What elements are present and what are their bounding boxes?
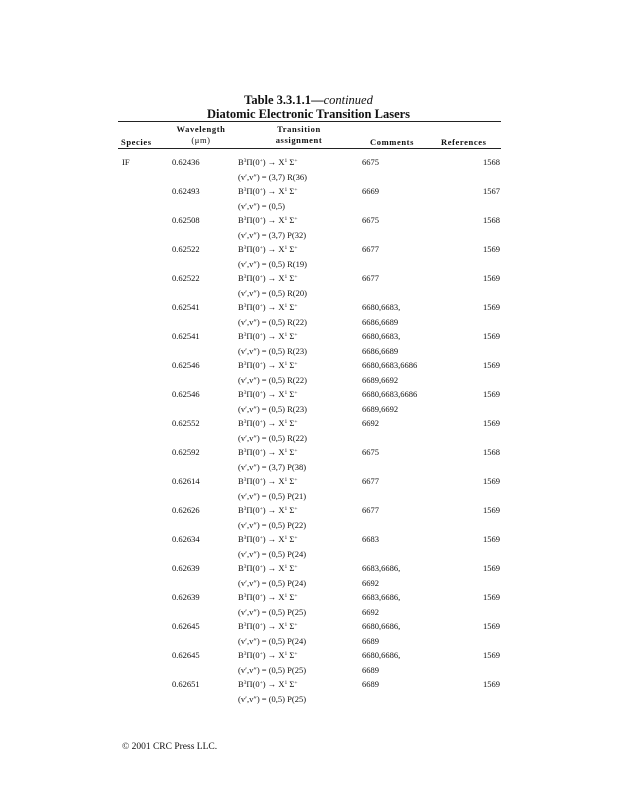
transition-lower-parity: + bbox=[294, 361, 298, 367]
comments-cell: 6680,6683,6686 bbox=[362, 389, 418, 399]
wavelength-cell: 0.62436 bbox=[172, 157, 200, 167]
transition-upper-state: B bbox=[238, 157, 244, 167]
branch-cell: (v′,v″) = (0,5) P(24) bbox=[238, 549, 307, 559]
comments-cell: 6677 bbox=[362, 244, 379, 254]
transition-upper-state: B bbox=[238, 215, 244, 225]
comments-cell-continued: 6689,6692 bbox=[362, 404, 399, 414]
transition-lower-term: Σ bbox=[287, 215, 295, 225]
transition-multiplicity: 3 bbox=[243, 361, 247, 367]
comments-cell: 6680,6686, bbox=[362, 650, 401, 660]
branch-cell: (v′,v″) = (0,5) R(23) bbox=[238, 346, 307, 356]
reference-cell: 1569 bbox=[483, 273, 500, 283]
transition-lower-parity: + bbox=[294, 535, 298, 541]
wavelength-cell: 0.62552 bbox=[172, 418, 200, 428]
transition-parity: + bbox=[259, 187, 263, 193]
table-title bbox=[0, 93, 617, 107]
col-header-wavelength-line2: (μm) bbox=[191, 135, 211, 145]
transition-term: Π(0 bbox=[246, 360, 260, 370]
transition-upper-state: B bbox=[238, 476, 244, 486]
col-header-wavelength-line1: Wavelength bbox=[176, 124, 226, 134]
transition-lower-parity: + bbox=[294, 477, 298, 483]
transition-upper-state: B bbox=[238, 650, 244, 660]
transition-lower-term: Σ bbox=[287, 331, 295, 341]
transition-cell bbox=[238, 331, 297, 342]
reference-cell: 1569 bbox=[483, 389, 500, 399]
transition-upper-state: B bbox=[238, 331, 244, 341]
transition-multiplicity: 3 bbox=[243, 216, 247, 222]
comments-cell: 6683,6686, bbox=[362, 563, 401, 573]
comments-cell-continued: 6689 bbox=[362, 665, 379, 675]
transition-cell bbox=[238, 505, 297, 516]
transition-lower-term: Σ bbox=[287, 447, 295, 457]
col-header-transition-line1: Transition bbox=[277, 124, 321, 134]
transition-lower-parity: + bbox=[294, 680, 298, 686]
transition-parity: + bbox=[259, 477, 263, 483]
transition-arrow: ) → X bbox=[262, 389, 285, 399]
transition-lower-parity: + bbox=[294, 448, 298, 454]
transition-term: Π(0 bbox=[246, 505, 260, 515]
transition-parity: + bbox=[259, 216, 263, 222]
transition-lower-parity: + bbox=[294, 506, 298, 512]
branch-cell: (v′,v″) = (3,7) P(32) bbox=[238, 230, 307, 240]
table-number: Table 3.3.1.1 bbox=[244, 93, 312, 107]
transition-upper-state: B bbox=[238, 679, 244, 689]
branch-cell: (v′,v″) = (0,5) R(23) bbox=[238, 404, 307, 414]
transition-arrow: ) → X bbox=[262, 621, 285, 631]
comments-cell-continued: 6686,6689 bbox=[362, 317, 399, 327]
reference-cell: 1567 bbox=[483, 186, 500, 196]
transition-cell bbox=[238, 186, 297, 197]
comments-cell-continued: 6692 bbox=[362, 607, 379, 617]
branch-cell: (v′,v″) = (0,5) P(22) bbox=[238, 520, 307, 530]
transition-cell bbox=[238, 273, 297, 284]
transition-term: Π(0 bbox=[246, 418, 260, 428]
transition-term: Π(0 bbox=[246, 679, 260, 689]
transition-cell bbox=[238, 621, 297, 632]
transition-cell bbox=[238, 302, 297, 313]
reference-cell: 1569 bbox=[483, 563, 500, 573]
header-bottom-rule bbox=[118, 148, 501, 149]
wavelength-cell: 0.62546 bbox=[172, 389, 200, 399]
transition-arrow: ) → X bbox=[262, 360, 285, 370]
transition-cell bbox=[238, 244, 297, 255]
transition-parity: + bbox=[259, 332, 263, 338]
transition-multiplicity: 3 bbox=[243, 332, 247, 338]
comments-cell: 6675 bbox=[362, 157, 379, 167]
transition-cell bbox=[238, 679, 297, 690]
transition-cell bbox=[238, 534, 297, 545]
transition-term: Π(0 bbox=[246, 447, 260, 457]
transition-lower-term: Σ bbox=[287, 505, 295, 515]
transition-arrow: ) → X bbox=[262, 331, 285, 341]
reference-cell: 1569 bbox=[483, 679, 500, 689]
wavelength-cell: 0.62541 bbox=[172, 331, 200, 341]
transition-lower-multiplicity: 1 bbox=[284, 419, 288, 425]
transition-arrow: ) → X bbox=[262, 215, 285, 225]
transition-multiplicity: 3 bbox=[243, 245, 247, 251]
transition-multiplicity: 3 bbox=[243, 506, 247, 512]
col-header-species: Species bbox=[121, 137, 152, 147]
transition-upper-state: B bbox=[238, 389, 244, 399]
wavelength-cell: 0.62645 bbox=[172, 621, 200, 631]
transition-lower-term: Σ bbox=[287, 592, 295, 602]
transition-multiplicity: 3 bbox=[243, 622, 247, 628]
species-cell: IF bbox=[122, 157, 130, 167]
transition-term: Π(0 bbox=[246, 302, 260, 312]
comments-cell: 6675 bbox=[362, 447, 379, 457]
branch-cell: (v′,v″) = (3,7) P(38) bbox=[238, 462, 307, 472]
transition-cell bbox=[238, 563, 297, 574]
transition-term: Π(0 bbox=[246, 476, 260, 486]
transition-term: Π(0 bbox=[246, 563, 260, 573]
transition-term: Π(0 bbox=[246, 331, 260, 341]
transition-arrow: ) → X bbox=[262, 679, 285, 689]
transition-parity: + bbox=[259, 158, 263, 164]
comments-cell-continued: 6689,6692 bbox=[362, 375, 399, 385]
branch-cell: (v′,v″) = (0,5) R(22) bbox=[238, 317, 307, 327]
transition-multiplicity: 3 bbox=[243, 448, 247, 454]
transition-parity: + bbox=[259, 593, 263, 599]
transition-parity: + bbox=[259, 274, 263, 280]
transition-lower-parity: + bbox=[294, 593, 298, 599]
transition-lower-term: Σ bbox=[287, 563, 295, 573]
wavelength-cell: 0.62493 bbox=[172, 186, 200, 196]
comments-cell: 6683,6686, bbox=[362, 592, 401, 602]
branch-cell: (v′,v″) = (3,7) R(36) bbox=[238, 172, 307, 182]
reference-cell: 1569 bbox=[483, 360, 500, 370]
comments-cell-continued: 6692 bbox=[362, 578, 379, 588]
transition-lower-term: Σ bbox=[287, 389, 295, 399]
transition-lower-multiplicity: 1 bbox=[284, 651, 288, 657]
transition-term: Π(0 bbox=[246, 650, 260, 660]
transition-term: Π(0 bbox=[246, 157, 260, 167]
transition-upper-state: B bbox=[238, 418, 244, 428]
transition-multiplicity: 3 bbox=[243, 477, 247, 483]
transition-parity: + bbox=[259, 680, 263, 686]
transition-lower-multiplicity: 1 bbox=[284, 332, 288, 338]
transition-multiplicity: 3 bbox=[243, 680, 247, 686]
transition-term: Π(0 bbox=[246, 186, 260, 196]
comments-cell: 6669 bbox=[362, 186, 379, 196]
reference-cell: 1569 bbox=[483, 621, 500, 631]
transition-lower-multiplicity: 1 bbox=[284, 274, 288, 280]
transition-multiplicity: 3 bbox=[243, 158, 247, 164]
reference-cell: 1569 bbox=[483, 650, 500, 660]
transition-arrow: ) → X bbox=[262, 447, 285, 457]
transition-parity: + bbox=[259, 361, 263, 367]
transition-multiplicity: 3 bbox=[243, 593, 247, 599]
wavelength-cell: 0.62522 bbox=[172, 273, 200, 283]
reference-cell: 1569 bbox=[483, 592, 500, 602]
transition-upper-state: B bbox=[238, 186, 244, 196]
transition-lower-term: Σ bbox=[287, 302, 295, 312]
transition-cell bbox=[238, 447, 297, 458]
transition-upper-state: B bbox=[238, 563, 244, 573]
transition-lower-multiplicity: 1 bbox=[284, 506, 288, 512]
comments-cell-continued: 6689 bbox=[362, 636, 379, 646]
wavelength-cell: 0.62645 bbox=[172, 650, 200, 660]
transition-cell bbox=[238, 476, 297, 487]
header-top-rule bbox=[118, 121, 501, 122]
transition-lower-term: Σ bbox=[287, 186, 295, 196]
reference-cell: 1569 bbox=[483, 418, 500, 428]
transition-arrow: ) → X bbox=[262, 505, 285, 515]
branch-cell: (v′,v″) = (0,5) P(21) bbox=[238, 491, 307, 501]
transition-lower-term: Σ bbox=[287, 360, 295, 370]
col-header-comments: Comments bbox=[370, 137, 414, 147]
transition-arrow: ) → X bbox=[262, 244, 285, 254]
wavelength-cell: 0.62592 bbox=[172, 447, 200, 457]
transition-multiplicity: 3 bbox=[243, 564, 247, 570]
transition-lower-term: Σ bbox=[287, 650, 295, 660]
wavelength-cell: 0.62541 bbox=[172, 302, 200, 312]
transition-cell bbox=[238, 360, 297, 371]
branch-cell: (v′,v″) = (0,5) P(24) bbox=[238, 636, 307, 646]
transition-term: Π(0 bbox=[246, 534, 260, 544]
transition-lower-multiplicity: 1 bbox=[284, 477, 288, 483]
transition-arrow: ) → X bbox=[262, 157, 285, 167]
transition-upper-state: B bbox=[238, 273, 244, 283]
reference-cell: 1569 bbox=[483, 302, 500, 312]
wavelength-cell: 0.62639 bbox=[172, 563, 200, 573]
branch-cell: (v′,v″) = (0,5) R(22) bbox=[238, 433, 307, 443]
transition-upper-state: B bbox=[238, 534, 244, 544]
transition-lower-term: Σ bbox=[287, 534, 295, 544]
transition-lower-parity: + bbox=[294, 303, 298, 309]
reference-cell: 1569 bbox=[483, 505, 500, 515]
transition-upper-state: B bbox=[238, 447, 244, 457]
transition-cell bbox=[238, 418, 297, 429]
transition-cell bbox=[238, 157, 297, 168]
transition-lower-term: Σ bbox=[287, 621, 295, 631]
transition-cell bbox=[238, 389, 297, 400]
transition-cell bbox=[238, 650, 297, 661]
comments-cell: 6680,6683,6686 bbox=[362, 360, 418, 370]
wavelength-cell: 0.62626 bbox=[172, 505, 200, 515]
transition-term: Π(0 bbox=[246, 215, 260, 225]
transition-lower-term: Σ bbox=[287, 476, 295, 486]
transition-parity: + bbox=[259, 245, 263, 251]
wavelength-cell: 0.62651 bbox=[172, 679, 200, 689]
transition-arrow: ) → X bbox=[262, 418, 285, 428]
branch-cell: (v′,v″) = (0,5) P(24) bbox=[238, 578, 307, 588]
transition-arrow: ) → X bbox=[262, 476, 285, 486]
reference-cell: 1569 bbox=[483, 244, 500, 254]
transition-lower-parity: + bbox=[294, 390, 298, 396]
transition-lower-multiplicity: 1 bbox=[284, 245, 288, 251]
transition-multiplicity: 3 bbox=[243, 535, 247, 541]
transition-parity: + bbox=[259, 535, 263, 541]
comments-cell: 6683 bbox=[362, 534, 379, 544]
transition-lower-multiplicity: 1 bbox=[284, 158, 288, 164]
transition-parity: + bbox=[259, 390, 263, 396]
transition-multiplicity: 3 bbox=[243, 187, 247, 193]
transition-multiplicity: 3 bbox=[243, 419, 247, 425]
transition-upper-state: B bbox=[238, 244, 244, 254]
transition-cell bbox=[238, 592, 297, 603]
wavelength-cell: 0.62546 bbox=[172, 360, 200, 370]
transition-upper-state: B bbox=[238, 592, 244, 602]
transition-lower-parity: + bbox=[294, 622, 298, 628]
branch-cell: (v′,v″) = (0,5) R(20) bbox=[238, 288, 307, 298]
transition-lower-multiplicity: 1 bbox=[284, 535, 288, 541]
reference-cell: 1568 bbox=[483, 447, 500, 457]
transition-lower-parity: + bbox=[294, 651, 298, 657]
transition-cell bbox=[238, 215, 297, 226]
transition-parity: + bbox=[259, 651, 263, 657]
transition-multiplicity: 3 bbox=[243, 390, 247, 396]
transition-arrow: ) → X bbox=[262, 302, 285, 312]
wavelength-cell: 0.62614 bbox=[172, 476, 200, 486]
transition-lower-multiplicity: 1 bbox=[284, 622, 288, 628]
copyright-footer: © 2001 CRC Press LLC. bbox=[122, 742, 218, 752]
branch-cell: (v′,v″) = (0,5) P(25) bbox=[238, 694, 307, 704]
transition-lower-multiplicity: 1 bbox=[284, 448, 288, 454]
transition-term: Π(0 bbox=[246, 621, 260, 631]
transition-lower-parity: + bbox=[294, 419, 298, 425]
transition-lower-term: Σ bbox=[287, 418, 295, 428]
comments-cell: 6675 bbox=[362, 215, 379, 225]
transition-lower-multiplicity: 1 bbox=[284, 680, 288, 686]
comments-cell-continued: 6686,6689 bbox=[362, 346, 399, 356]
transition-lower-term: Σ bbox=[287, 679, 295, 689]
comments-cell: 6692 bbox=[362, 418, 379, 428]
transition-lower-term: Σ bbox=[287, 244, 295, 254]
reference-cell: 1569 bbox=[483, 331, 500, 341]
comments-cell: 6689 bbox=[362, 679, 379, 689]
transition-lower-parity: + bbox=[294, 158, 298, 164]
transition-term: Π(0 bbox=[246, 273, 260, 283]
wavelength-cell: 0.62634 bbox=[172, 534, 200, 544]
transition-arrow: ) → X bbox=[262, 186, 285, 196]
transition-lower-parity: + bbox=[294, 245, 298, 251]
transition-parity: + bbox=[259, 506, 263, 512]
transition-lower-parity: + bbox=[294, 216, 298, 222]
transition-multiplicity: 3 bbox=[243, 274, 247, 280]
wavelength-cell: 0.62639 bbox=[172, 592, 200, 602]
transition-lower-parity: + bbox=[294, 274, 298, 280]
transition-upper-state: B bbox=[238, 302, 244, 312]
transition-term: Π(0 bbox=[246, 389, 260, 399]
transition-parity: + bbox=[259, 564, 263, 570]
comments-cell: 6677 bbox=[362, 273, 379, 283]
transition-parity: + bbox=[259, 448, 263, 454]
reference-cell: 1569 bbox=[483, 476, 500, 486]
transition-lower-multiplicity: 1 bbox=[284, 303, 288, 309]
transition-lower-multiplicity: 1 bbox=[284, 593, 288, 599]
transition-term: Π(0 bbox=[246, 244, 260, 254]
branch-cell: (v′,v″) = (0,5) P(25) bbox=[238, 665, 307, 675]
transition-arrow: ) → X bbox=[262, 273, 285, 283]
transition-parity: + bbox=[259, 622, 263, 628]
transition-arrow: ) → X bbox=[262, 650, 285, 660]
transition-multiplicity: 3 bbox=[243, 303, 247, 309]
wavelength-cell: 0.62522 bbox=[172, 244, 200, 254]
transition-lower-multiplicity: 1 bbox=[284, 564, 288, 570]
col-header-references: References bbox=[441, 137, 487, 147]
comments-cell: 6677 bbox=[362, 505, 379, 515]
comments-cell: 6677 bbox=[362, 476, 379, 486]
branch-cell: (v′,v″) = (0,5) R(22) bbox=[238, 375, 307, 385]
transition-term: Π(0 bbox=[246, 592, 260, 602]
transition-arrow: ) → X bbox=[262, 563, 285, 573]
comments-cell: 6680,6686, bbox=[362, 621, 401, 631]
transition-arrow: ) → X bbox=[262, 534, 285, 544]
transition-lower-parity: + bbox=[294, 564, 298, 570]
transition-parity: + bbox=[259, 303, 263, 309]
branch-cell: (v′,v″) = (0,5) R(19) bbox=[238, 259, 307, 269]
transition-lower-term: Σ bbox=[287, 157, 295, 167]
transition-arrow: ) → X bbox=[262, 592, 285, 602]
wavelength-cell: 0.62508 bbox=[172, 215, 200, 225]
col-header-transition-line2: assignment bbox=[275, 135, 323, 145]
title-dash: — bbox=[311, 93, 324, 107]
transition-upper-state: B bbox=[238, 360, 244, 370]
transition-lower-term: Σ bbox=[287, 273, 295, 283]
comments-cell: 6680,6683, bbox=[362, 331, 401, 341]
title-continued: continued bbox=[323, 93, 373, 107]
transition-lower-multiplicity: 1 bbox=[284, 187, 288, 193]
reference-cell: 1569 bbox=[483, 534, 500, 544]
transition-lower-multiplicity: 1 bbox=[284, 216, 288, 222]
branch-cell: (v′,v″) = (0,5) bbox=[238, 201, 286, 211]
transition-lower-parity: + bbox=[294, 332, 298, 338]
transition-upper-state: B bbox=[238, 505, 244, 515]
branch-cell: (v′,v″) = (0,5) P(25) bbox=[238, 607, 307, 617]
reference-cell: 1568 bbox=[483, 157, 500, 167]
transition-multiplicity: 3 bbox=[243, 651, 247, 657]
transition-lower-parity: + bbox=[294, 187, 298, 193]
comments-cell: 6680,6683, bbox=[362, 302, 401, 312]
transition-parity: + bbox=[259, 419, 263, 425]
table-subtitle: Diatomic Electronic Transition Lasers bbox=[206, 107, 411, 121]
transition-lower-multiplicity: 1 bbox=[284, 361, 288, 367]
transition-upper-state: B bbox=[238, 621, 244, 631]
reference-cell: 1568 bbox=[483, 215, 500, 225]
transition-lower-multiplicity: 1 bbox=[284, 390, 288, 396]
